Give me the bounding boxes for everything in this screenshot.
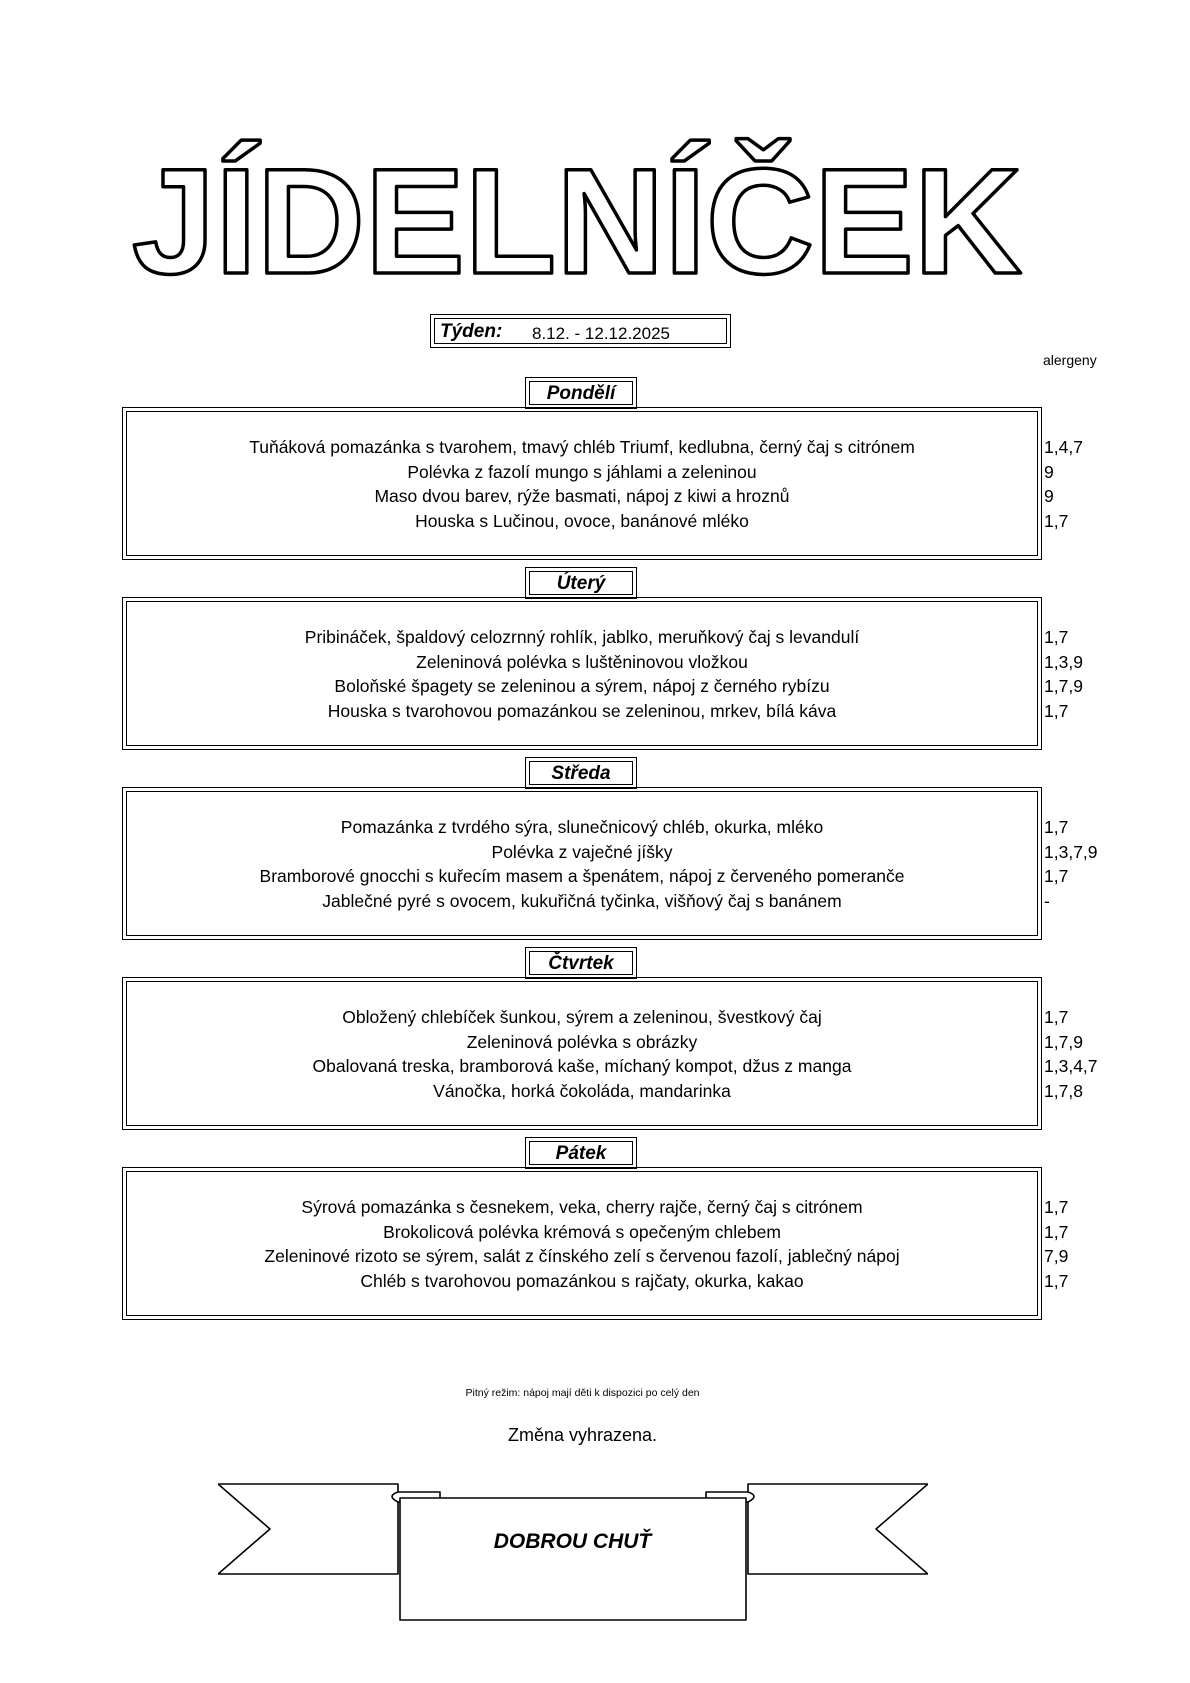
- dish-text: Sýrová pomazánka s česnekem, veka, cherry rajče, černý čaj s citrónem: [301, 1197, 863, 1217]
- dish-text: Obalovaná treska, bramborová kaše, míchaný kompot, džus z manga: [312, 1056, 852, 1076]
- dish-allergens: 9: [1044, 461, 1054, 482]
- dish-text: Vánočka, horká čokoláda, mandarinka: [433, 1080, 731, 1101]
- ribbon-right-tail: [748, 1484, 928, 1574]
- dish-text: Pribináček, špaldový celozrnný rohlík, jablko, meruňkový čaj s levandulí: [304, 627, 860, 647]
- dish-text: Polévka z vaječné jíšky: [491, 841, 673, 862]
- dish-allergens: 1,7: [1044, 1007, 1069, 1027]
- day-name: Pátek: [529, 1141, 633, 1165]
- dish-allergens: 1,7: [1044, 627, 1069, 647]
- dish-text: Obložený chlebíček šunkou, sýrem a zeleninou, švestkový čaj: [342, 1007, 822, 1027]
- dish-text: Brokolicová polévka krémová s opečeným chlebem: [383, 1221, 781, 1242]
- dish-text: Jablečné pyré s ovocem, kukuřičná tyčinka, višňový čaj s banánem: [322, 890, 842, 911]
- dish-allergens: 1,7: [1044, 700, 1069, 721]
- day-name: Pondělí: [529, 381, 633, 405]
- dish-text: Bramborové gnocchi s kuřecím masem a špenátem, nápoj z červeného pomeranče: [259, 866, 905, 886]
- dish-text: Houska s Lučinou, ovoce, banánové mléko: [415, 510, 749, 531]
- day-label: [525, 567, 637, 599]
- day-name: Středa: [529, 761, 633, 785]
- dish-allergens: 1,7: [1044, 1221, 1069, 1242]
- dish-allergens: 1,7,9: [1044, 1031, 1083, 1052]
- dish-text: Pomazánka z tvrdého sýra, slunečnicový chléb, okurka, mléko: [340, 817, 824, 837]
- dish-allergens: 1,3,4,7: [1044, 1056, 1098, 1076]
- menu-title-wordart: [120, 108, 1035, 323]
- dish-text: Zeleninové rizoto se sýrem, salát z čínského zelí s červenou fazolí, jablečný nápoj: [264, 1246, 900, 1266]
- week-label: Týden:: [440, 321, 503, 342]
- dish-allergens: 1,3,9: [1044, 651, 1083, 672]
- week-box: [430, 314, 731, 348]
- dish-allergens: 1,7: [1044, 1197, 1069, 1217]
- dish-text: Maso dvou barev, rýže basmati, nápoj z kiwi a hroznů: [374, 486, 790, 506]
- dish-text: Tuňáková pomazánka s tvarohem, tmavý chléb Triumf, kedlubna, černý čaj s citrónem: [249, 437, 915, 457]
- day-label: [525, 1137, 637, 1169]
- day-label: [525, 377, 637, 409]
- week-dates: 8.12. - 12.12.2025: [532, 324, 671, 343]
- ribbon-left-tail: [218, 1484, 398, 1574]
- dish-allergens: 1,4,7: [1044, 437, 1083, 457]
- change-note: Změna vyhrazena.: [507, 1425, 658, 1445]
- dish-allergens: 7,9: [1044, 1246, 1069, 1266]
- day-label: [525, 947, 637, 979]
- dish-text: Boloňské špagety se zeleninou a sýrem, nápoj z černého rybízu: [334, 676, 830, 696]
- dish-allergens: 1,7: [1044, 1270, 1069, 1291]
- dish-allergens: 1,7: [1044, 510, 1069, 531]
- dish-text: Houska s tvarohovou pomazánkou se zeleninou, mrkev, bílá káva: [327, 700, 837, 721]
- dish-text: Chléb s tvarohovou pomazánkou s rajčaty, okurka, kakao: [360, 1270, 804, 1291]
- allergens-heading: alergeny: [1043, 352, 1097, 368]
- closing-text: DOBROU CHUŤ: [493, 1530, 652, 1553]
- day-label: [525, 757, 637, 789]
- dish-allergens: 9: [1044, 486, 1054, 506]
- menu-title: JÍDELNÍČEK: [132, 137, 1022, 305]
- dish-text: Zeleninová polévka s luštěninovou vložkou: [416, 651, 748, 672]
- dish-allergens: 1,7,9: [1044, 676, 1083, 696]
- day-name: Úterý: [529, 571, 633, 595]
- dish-allergens: 1,7: [1044, 866, 1069, 886]
- ribbon-center: [400, 1498, 746, 1620]
- dish-allergens: 1,7: [1044, 817, 1069, 837]
- dish-allergens: 1,3,7,9: [1044, 841, 1098, 862]
- dish-allergens: -: [1044, 890, 1050, 911]
- dish-text: Polévka z fazolí mungo s jáhlami a zeleninou: [407, 461, 757, 482]
- dish-text: Zeleninová polévka s obrázky: [466, 1031, 698, 1052]
- dish-allergens: 1,7,8: [1044, 1080, 1083, 1101]
- drinking-note: Pitný režim: nápoj mají děti k dispozici po celý den: [465, 1387, 700, 1399]
- day-name: Čtvrtek: [529, 951, 633, 975]
